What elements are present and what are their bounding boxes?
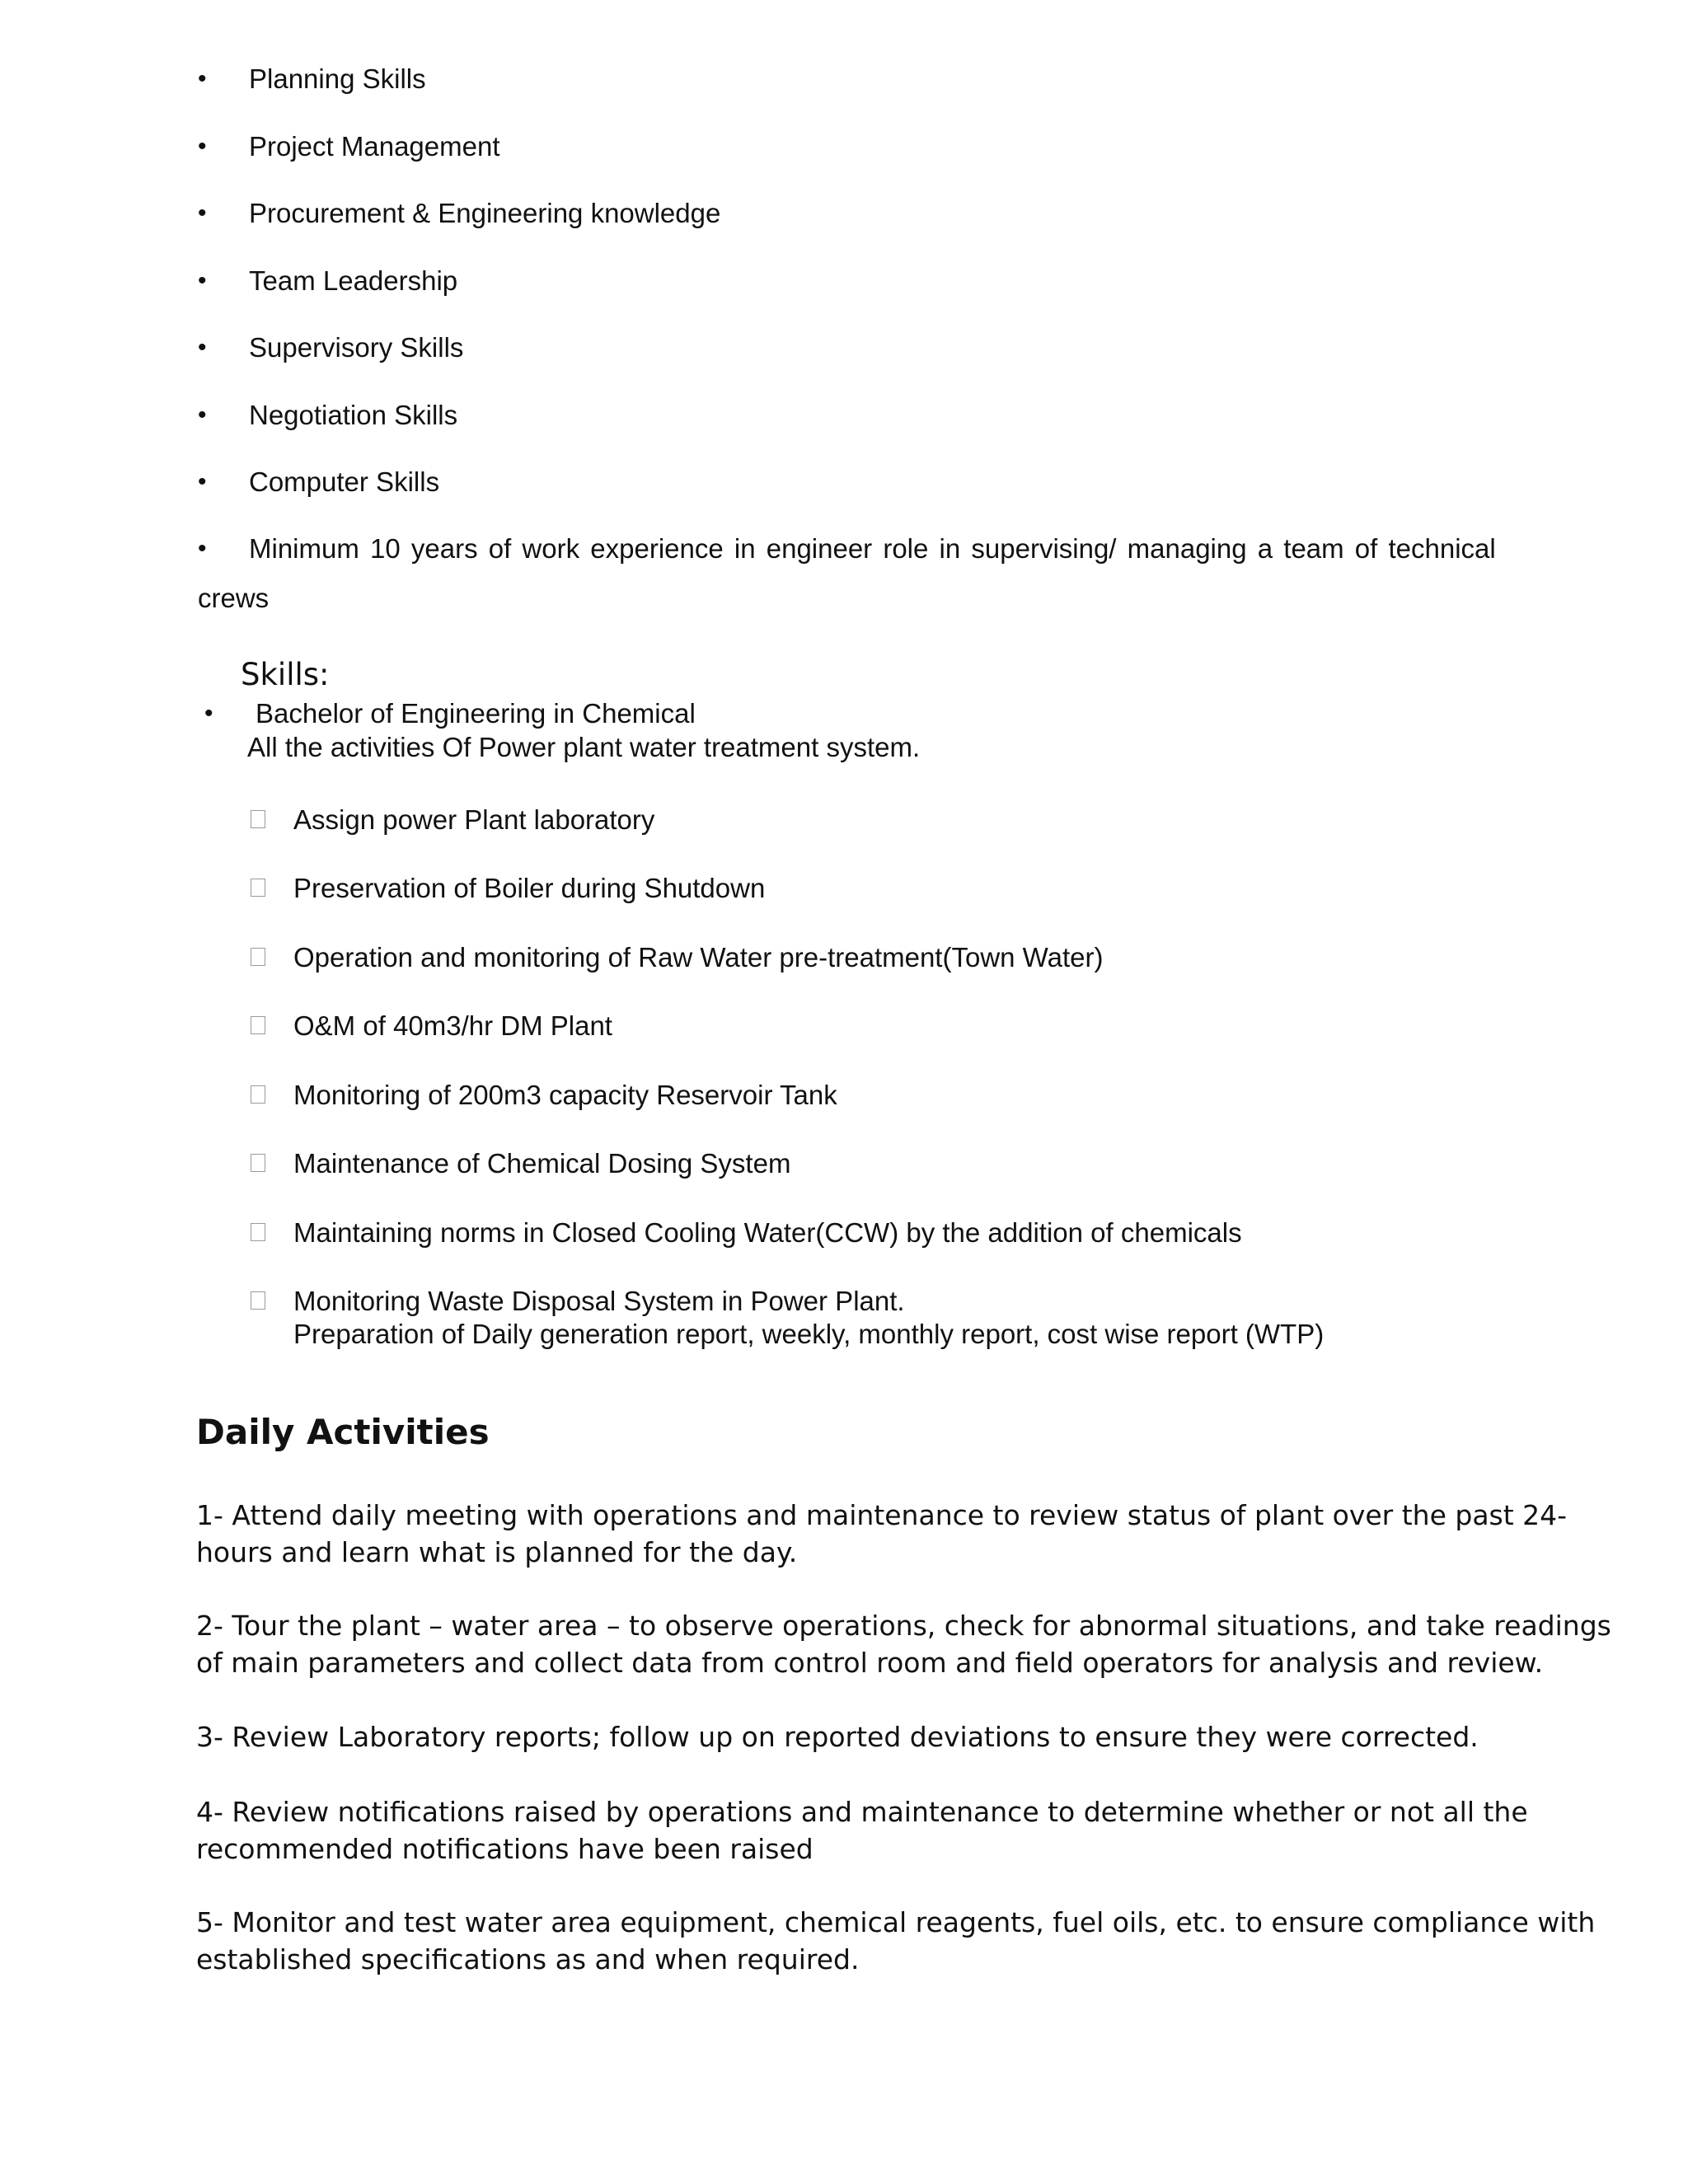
activity-text: Monitoring of 200m3 capacity Reservoir Tank — [293, 1080, 837, 1110]
activity-text: Maintaining norms in Closed Cooling Water(CCW) by the addition of chemicals — [293, 1217, 1242, 1248]
daily-activity-line: 5- Monitor and test water area equipment, chemical reagents, fuel oils, etc. to ensure compliance with — [196, 1906, 1596, 1938]
activity-text: Operation and monitoring of Raw Water pre-treatment(Town Water) — [293, 942, 1104, 972]
activity-text: Assign power Plant laboratory — [293, 804, 655, 835]
daily-activity-item — [196, 1607, 1611, 1681]
bullet-icon: • — [198, 267, 207, 294]
requirement-text: Planning Skills — [249, 63, 426, 94]
daily-activity-item — [196, 1793, 1528, 1868]
skills-summary: All the activities Of Power plant water treatment system. — [247, 732, 921, 762]
requirement-text: Computer Skills — [249, 466, 440, 497]
checkbox-icon — [251, 1223, 265, 1241]
activity-text: Preservation of Boiler during Shutdown — [293, 873, 766, 903]
requirement-text: Procurement & Engineering knowledge — [249, 198, 721, 228]
daily-activity-line: 2- Tour the plant – water area – to observe operations, check for abnormal situations, and take readings — [196, 1610, 1611, 1642]
degree-text: Bachelor of Engineering in Chemical — [256, 698, 696, 729]
bullet-icon: • — [204, 700, 213, 727]
activity-continuation: Preparation of Daily generation report, weekly, monthly report, cost wise report (WTP) — [293, 1319, 1325, 1349]
checkbox-icon — [251, 810, 265, 828]
bullet-icon: • — [198, 133, 207, 160]
checkbox-icon — [251, 1154, 265, 1172]
checkbox-icon — [251, 879, 265, 897]
requirement-text: Team Leadership — [249, 265, 458, 296]
bullet-icon: • — [198, 535, 207, 562]
activity-text: Monitoring Waste Disposal System in Power Plant. — [293, 1286, 905, 1316]
daily-activity-line: hours and learn what is planned for the day. — [196, 1536, 798, 1568]
daily-activity-line: established specifications as and when required. — [196, 1943, 860, 1975]
requirement-text: Supervisory Skills — [249, 332, 464, 363]
daily-activity-line: 3- Review Laboratory reports; follow up on reported deviations to ensure they were corrected. — [196, 1721, 1479, 1753]
bullet-icon: • — [198, 65, 207, 92]
checkbox-icon — [251, 1291, 265, 1310]
bullet-icon: • — [198, 199, 207, 227]
checkbox-icon — [251, 1016, 265, 1034]
bullet-icon: • — [198, 334, 207, 361]
experience-line-2: crews — [198, 583, 270, 613]
checkbox-icon — [251, 948, 265, 966]
activity-text: Maintenance of Chemical Dosing System — [293, 1148, 791, 1179]
bullet-icon: • — [198, 401, 207, 429]
skills-heading: Skills: — [241, 657, 330, 692]
experience-line-1: Minimum 10 years of work experience in engineer role in supervising/ managing a team of technical — [249, 533, 1496, 564]
requirement-text: Negotiation Skills — [249, 400, 458, 430]
checkbox-icon — [251, 1085, 265, 1104]
daily-activity-item — [196, 1718, 1479, 1755]
daily-activity-line: 4- Review notifications raised by operations and maintenance to determine whether or not all the — [196, 1796, 1528, 1828]
daily-activity-line: recommended notifications have been raised — [196, 1833, 814, 1865]
daily-activity-item — [196, 1497, 1568, 1571]
activity-text: O&M of 40m3/hr DM Plant — [293, 1010, 612, 1041]
daily-activity-line: of main parameters and collect data from control room and field operators for analysis and review. — [196, 1647, 1544, 1679]
bullet-icon: • — [198, 468, 207, 495]
requirement-text: Project Management — [249, 131, 500, 162]
section-title: Daily Activities — [196, 1412, 490, 1452]
daily-activity-item — [196, 1904, 1596, 1978]
daily-activity-line: 1- Attend daily meeting with operations and maintenance to review status of plant over the past 24- — [196, 1499, 1568, 1531]
